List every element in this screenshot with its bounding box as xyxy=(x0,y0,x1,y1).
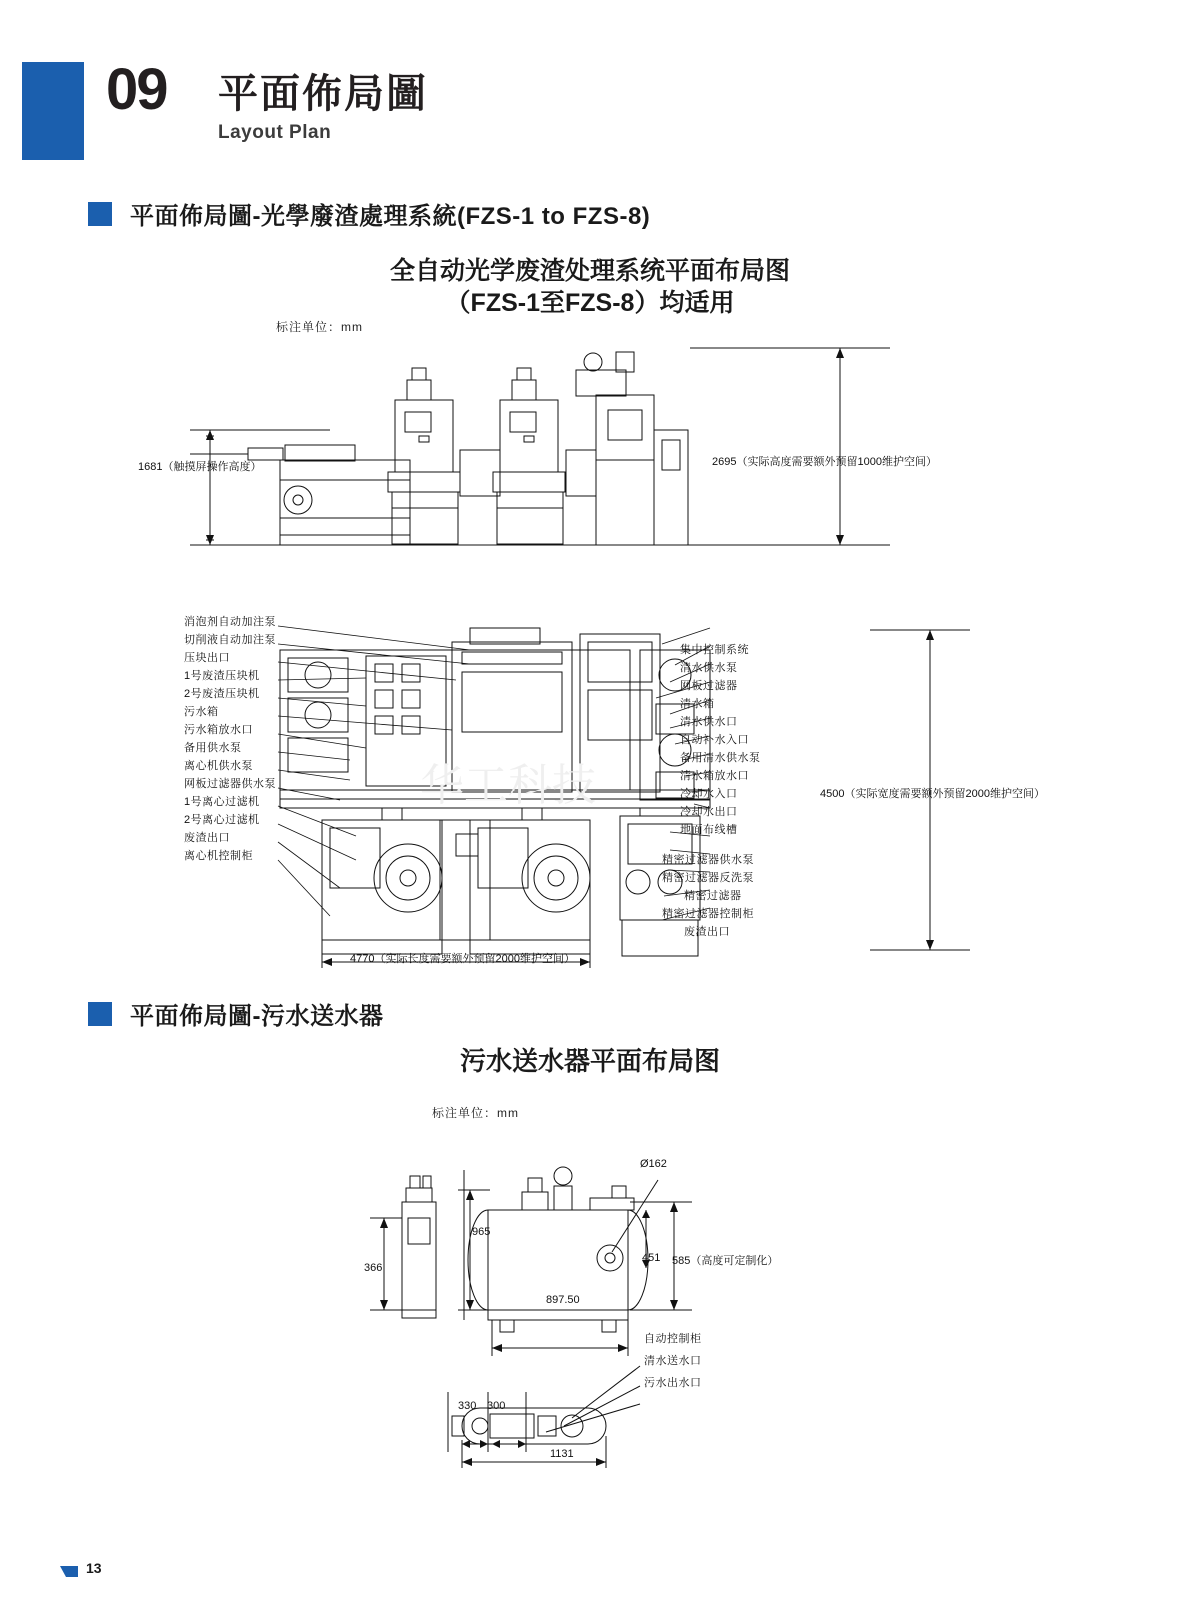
dim-height-total: 2695（实际高度需要额外预留1000维护空间） xyxy=(712,456,937,468)
bullet-square-icon-2 xyxy=(88,1002,112,1026)
svg-text:华工科技: 华工科技 xyxy=(420,761,596,810)
drawing2-title: 污水送水器平面布局图 xyxy=(459,1046,720,1076)
label-sewage-outlet: 污水出水口 xyxy=(644,1377,702,1389)
label-left-9: 网板过滤器供水泵 xyxy=(184,778,276,790)
dim-height-custom: 585（高度可定制化） xyxy=(672,1255,779,1267)
footer-marker-icon xyxy=(60,1566,78,1577)
drawing2-views xyxy=(340,1140,860,1470)
label-right-5: 自动补水入口 xyxy=(680,734,749,746)
label-right-11: 精密过滤器供水泵 xyxy=(662,854,754,866)
label-right-13: 精密过滤器 xyxy=(684,890,742,902)
dim-length-tank: 897.50 xyxy=(546,1294,580,1306)
label-left-3: 1号废渣压块机 xyxy=(184,670,260,682)
label-left-7: 备用供水泵 xyxy=(184,742,242,754)
drawing1-unit-note: 标注单位：mm xyxy=(276,320,363,334)
page-number: 13 xyxy=(86,1560,102,1576)
dim-height-tank: 965 xyxy=(472,1226,491,1238)
label-right-7: 清水箱放水口 xyxy=(680,770,749,782)
label-right-15: 废渣出口 xyxy=(684,926,730,938)
label-right-10: 地面布线槽 xyxy=(680,824,738,836)
dim-height-left: 366 xyxy=(364,1262,383,1274)
dim-length-bottom: 1131 xyxy=(550,1448,574,1460)
label-left-0: 消泡剂自动加注泵 xyxy=(184,616,276,628)
dim-width-total: 4500（实际宽度需要额外预留2000维护空间） xyxy=(820,788,1045,800)
dim-diameter: Ø162 xyxy=(640,1158,667,1170)
label-right-6: 备用清水供水泵 xyxy=(680,752,761,764)
dim-width-small-1: 330 xyxy=(458,1400,477,1412)
page-header xyxy=(0,52,1185,172)
label-left-10: 1号离心过滤机 xyxy=(184,796,260,808)
page-title: 平面佈局圖 xyxy=(218,72,428,116)
label-left-12: 废渣出口 xyxy=(184,832,230,844)
dim-length-total: 4770（实际长度需要额外预留2000维护空间） xyxy=(350,953,575,965)
label-left-6: 污水箱放水口 xyxy=(184,724,253,736)
label-right-1: 清水供水泵 xyxy=(680,662,738,674)
section-heading-2-label: 平面佈局圖-污水送水器 xyxy=(130,1003,384,1030)
header-accent-bar xyxy=(22,62,84,160)
drawing2-unit-note: 标注单位：mm xyxy=(432,1106,519,1120)
dim-width-small-2: 300 xyxy=(487,1400,506,1412)
label-left-2: 压块出口 xyxy=(184,652,230,664)
section-number: 09 xyxy=(106,57,167,122)
label-left-8: 离心机供水泵 xyxy=(184,760,253,772)
label-control-cabinet: 自动控制柜 xyxy=(644,1333,702,1345)
label-left-13: 离心机控制柜 xyxy=(184,850,253,862)
label-right-9: 冷却水出口 xyxy=(680,806,738,818)
label-right-2: 网板过滤器 xyxy=(680,680,738,692)
label-left-1: 切削液自动加注泵 xyxy=(184,634,276,646)
label-right-3: 清水箱 xyxy=(680,698,715,710)
label-right-14: 精密过滤器控制柜 xyxy=(662,908,754,920)
label-right-0: 集中控制系统 xyxy=(680,644,749,656)
page-subtitle: Layout Plan xyxy=(218,122,332,143)
label-right-4: 清水供水口 xyxy=(680,716,738,728)
label-clean-water-outlet: 清水送水口 xyxy=(644,1355,702,1367)
section-heading-1-label: 平面佈局圖-光學廢渣處理系統(FZS-1 to FZS-8) xyxy=(130,203,651,230)
label-right-8: 冷却水入口 xyxy=(680,788,738,800)
bullet-square-icon xyxy=(88,202,112,226)
label-left-11: 2号离心过滤机 xyxy=(184,814,260,826)
label-left-5: 污水箱 xyxy=(184,706,219,718)
label-right-12: 精密过滤器反洗泵 xyxy=(662,872,754,884)
drawing1-title-line2: （FZS-1至FZS-8）均适用 xyxy=(445,289,735,317)
dim-height-touchscreen: 1681（触摸屏操作高度） xyxy=(138,461,262,473)
drawing1-title-line1: 全自动光学废渣处理系统平面布局图 xyxy=(389,257,790,285)
label-left-4: 2号废渣压块机 xyxy=(184,688,260,700)
dim-height-small: 451 xyxy=(642,1252,661,1264)
drawing1-title xyxy=(150,255,1030,319)
